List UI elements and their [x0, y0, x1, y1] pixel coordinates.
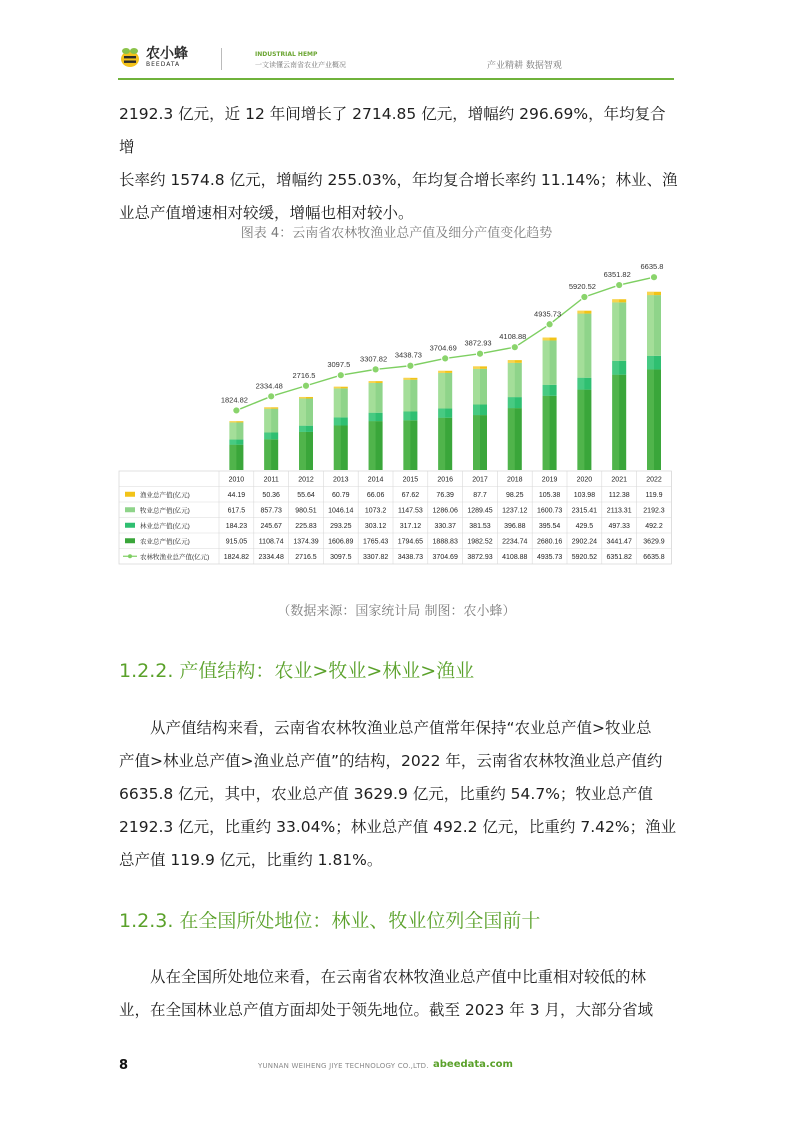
table-cell-value: 1237.12	[502, 507, 528, 515]
total-point	[650, 274, 657, 281]
bar-highlight	[473, 415, 480, 470]
paragraph-line: 总产值 119.9 亿元，比重约 1.81%。	[119, 851, 383, 869]
table-cell-value: 3629.9	[643, 538, 665, 546]
bar-highlight	[543, 338, 550, 341]
table-cell-value: 3704.69	[432, 553, 458, 561]
table-cell-value: 330.37	[434, 522, 456, 530]
bar-highlight	[612, 375, 619, 470]
table-cell-value: 3307.82	[362, 553, 389, 561]
bar-highlight	[543, 385, 550, 396]
x-tick-label: 2012	[298, 476, 314, 484]
table-cell-value: 2680.16	[536, 538, 563, 546]
table-cell-value: 103.98	[573, 491, 596, 499]
legend-label: 牧业总产值(亿元)	[140, 507, 190, 515]
bar-highlight	[369, 383, 376, 413]
paragraph-line: 产值>林业总产值>渔业总产值”的结构，2022 年，云南省农林牧渔业总产值约	[119, 752, 663, 770]
bar-highlight	[229, 445, 236, 470]
bar-highlight	[264, 409, 271, 433]
table-cell-value: 98.25	[506, 491, 524, 499]
total-data-label: 4935.73	[534, 309, 562, 319]
structure-paragraph	[119, 712, 679, 877]
bar-highlight	[508, 397, 515, 408]
total-data-label: 6351.82	[603, 270, 631, 280]
bar-highlight	[299, 432, 306, 470]
header-doc-en: INDUSTRIAL HEMP	[255, 51, 318, 58]
figure-source: （数据来源：国家统计局 制图：农小蜂）	[277, 604, 516, 619]
total-point	[268, 393, 275, 400]
total-point	[337, 372, 344, 379]
table-cell-value: 1286.06	[432, 507, 458, 515]
table-cell-value: 1073.2	[364, 507, 387, 515]
legend-swatch	[125, 507, 135, 512]
table-cell-value: 1600.73	[536, 507, 563, 515]
table-cell-value: 50.36	[262, 491, 280, 499]
footer-company: YUNNAN WEIHENG JIYE TECHNOLOGY CO.,LTD.	[258, 1062, 429, 1070]
x-tick-label: 2016	[437, 476, 453, 484]
footer-url[interactable]: abeedata.com	[433, 1059, 513, 1070]
legend-label: 农业总产值(亿元)	[140, 538, 190, 546]
table-cell-value: 497.33	[608, 522, 630, 530]
x-tick-label: 2011	[263, 476, 279, 484]
paragraph-line: 从产值结构来看，云南省农林牧渔业总产值常年保持“农业总产值>牧业总	[150, 719, 652, 737]
bar-highlight	[543, 340, 550, 384]
x-tick-label: 2013	[333, 476, 349, 484]
bar-highlight	[334, 425, 341, 470]
bar-highlight	[334, 417, 341, 425]
legend-swatch	[125, 538, 135, 543]
bar-highlight	[229, 422, 236, 439]
table-cell-value: 60.79	[332, 491, 350, 499]
total-data-label: 3307.82	[360, 354, 388, 364]
bar-highlight	[403, 420, 410, 470]
table-cell-value: 317.12	[399, 522, 422, 530]
table-cell-value: 2902.24	[571, 538, 598, 546]
legend-point-swatch	[128, 554, 132, 558]
bar-highlight	[473, 405, 480, 416]
table-cell-value: 4935.73	[536, 553, 563, 561]
bar-highlight	[438, 418, 445, 470]
table-cell-value: 1046.14	[328, 507, 354, 515]
total-data-label: 3438.73	[394, 350, 422, 360]
table-cell-value: 6635.8	[643, 553, 665, 561]
bar-highlight	[369, 421, 376, 470]
total-data-label: 6635.8	[640, 262, 664, 272]
table-cell-value: 2113.31	[606, 507, 632, 515]
bar-highlight	[508, 363, 515, 397]
table-cell-value: 67.62	[401, 491, 420, 499]
bar-highlight	[334, 387, 341, 389]
total-data-label: 5920.52	[568, 282, 596, 292]
bar-highlight	[438, 373, 445, 409]
total-point	[407, 362, 414, 369]
table-cell-value: 1794.65	[397, 538, 424, 546]
table-cell-value: 6351.82	[606, 553, 632, 561]
logo-subtext: BEEDATA	[146, 61, 181, 68]
logo-text: 农小蜂	[146, 46, 188, 62]
total-point	[302, 382, 309, 389]
bar-highlight	[438, 371, 445, 373]
bar-highlight	[264, 439, 271, 470]
table-cell-value: 2716.5	[295, 553, 317, 561]
table-cell-value: 3441.47	[606, 538, 632, 546]
table-cell-value: 492.2	[645, 522, 663, 530]
bar-highlight	[264, 432, 271, 439]
x-tick-label: 2021	[611, 476, 627, 484]
bar-highlight	[229, 421, 236, 422]
bar-highlight	[403, 412, 410, 421]
table-cell-value: 55.64	[297, 491, 315, 499]
bar-highlight	[543, 396, 550, 470]
table-cell-value: 87.7	[473, 491, 487, 499]
table-cell-value: 2315.41	[571, 507, 598, 515]
bar-highlight	[508, 408, 515, 470]
table-cell-value: 1147.53	[398, 507, 423, 515]
legend-label: 渔业总产值(亿元)	[140, 491, 190, 499]
table-cell-value: 980.51	[295, 507, 317, 515]
bar-highlight	[299, 426, 306, 432]
table-cell-value: 119.9	[645, 491, 663, 499]
table-cell-value: 2334.48	[258, 553, 284, 561]
x-tick-label: 2017	[472, 476, 488, 484]
x-tick-label: 2019	[541, 476, 558, 484]
paragraph-line: 业总产值增速相对较缓，增幅也相对较小。	[119, 204, 414, 222]
bar-highlight	[612, 302, 619, 361]
table-cell-value: 857.73	[260, 507, 282, 515]
table-cell-value: 915.05	[225, 538, 248, 546]
bar-highlight	[612, 361, 619, 375]
table-cell-value: 245.67	[260, 522, 282, 530]
total-point	[581, 293, 588, 300]
legend-label: 农林牧渔业总产值(亿元)	[140, 553, 210, 561]
table-cell-value: 76.39	[436, 491, 454, 499]
total-data-label: 1824.82	[220, 395, 248, 405]
table-cell-value: 184.23	[225, 522, 248, 530]
x-tick-label: 2015	[402, 476, 419, 484]
bar-highlight	[334, 388, 341, 417]
total-point	[476, 350, 483, 357]
table-cell-value: 1982.52	[467, 538, 493, 546]
bar-highlight	[229, 440, 236, 445]
bar-highlight	[473, 369, 480, 405]
header-slogan: 产业精耕 数据智观	[487, 61, 562, 71]
bar-highlight	[577, 390, 584, 470]
table-cell-value: 2234.74	[502, 538, 528, 546]
bar-highlight	[369, 381, 376, 383]
bar-highlight	[403, 380, 410, 412]
total-point	[442, 355, 449, 362]
total-data-label: 2334.48	[255, 381, 283, 391]
total-point	[546, 321, 553, 328]
table-cell-value: 66.06	[366, 491, 385, 499]
table-cell-value: 225.83	[295, 522, 317, 530]
bar-highlight	[612, 299, 619, 302]
total-point	[616, 281, 623, 288]
total-data-label: 3872.93	[464, 338, 492, 348]
paragraph-line: 2192.3 亿元，比重约 33.04%；林业总产值 492.2 亿元，比重约 7.42%；渔业	[119, 818, 677, 836]
section-heading-structure: 1.2.2. 产值结构：农业>牧业>林业>渔业	[119, 660, 475, 682]
bar-highlight	[577, 311, 584, 314]
table-cell-value: 1108.74	[258, 538, 284, 546]
total-data-label: 3704.69	[429, 343, 457, 353]
legend-label: 林业总产值(亿元)	[140, 522, 190, 530]
table-cell-value: 293.25	[330, 522, 352, 530]
legend-swatch	[125, 523, 135, 528]
total-data-label: 4108.88	[499, 332, 527, 342]
table-cell-value: 4108.88	[502, 553, 528, 561]
x-tick-label: 2020	[576, 476, 593, 484]
paragraph-line: 2192.3 亿元，近 12 年间增长了 2714.85 亿元，增幅约 296.69%，年均复合增	[119, 105, 666, 156]
bar-highlight	[403, 378, 410, 380]
bar-highlight	[647, 369, 654, 470]
bar-highlight	[647, 295, 654, 356]
table-cell-value: 3872.93	[467, 553, 493, 561]
total-point	[233, 407, 240, 414]
bar-highlight	[299, 399, 306, 426]
bar-highlight	[299, 397, 306, 399]
bar-highlight	[264, 407, 271, 408]
bar-highlight	[577, 378, 584, 390]
figure-title: 图表 4：云南省农林牧渔业总产值及细分产值变化趋势	[240, 226, 553, 241]
bar-highlight	[577, 314, 584, 378]
paragraph-line: 业，在全国林业总产值方面却处于领先地位。截至 2023 年 3 月，大部分省域	[119, 1001, 654, 1019]
paragraph-line: 6635.8 亿元，其中，农业总产值 3629.9 亿元，比重约 54.7%；牧业总产值	[119, 785, 653, 803]
bar-highlight	[473, 366, 480, 368]
table-cell-value: 1888.83	[432, 538, 458, 546]
table-cell-value: 105.38	[538, 491, 561, 499]
x-tick-label: 2022	[646, 476, 662, 484]
total-point	[511, 344, 518, 351]
table-cell-value: 1765.43	[362, 538, 389, 546]
x-tick-label: 2014	[367, 476, 384, 484]
table-cell-value: 44.19	[227, 491, 246, 499]
bar-highlight	[647, 356, 654, 370]
table-cell-value: 112.38	[608, 491, 630, 499]
total-data-label: 3097.5	[327, 360, 351, 370]
national-rank-paragraph	[119, 961, 679, 1027]
section-heading-national-rank: 1.2.3. 在全国所处地位：林业、牧业位列全国前十	[119, 910, 541, 932]
paragraph-line: 从在全国所处地位来看，在云南省农林牧渔业总产值中比重相对较低的林	[150, 968, 647, 986]
total-data-label: 2716.5	[292, 370, 316, 380]
table-cell-value: 617.5	[227, 507, 246, 515]
table-cell-value: 303.12	[364, 522, 387, 530]
legend-swatch	[125, 492, 135, 497]
table-cell-value: 3438.73	[397, 553, 424, 561]
page-number: 8	[119, 1058, 129, 1073]
header-doc-title: 一文读懂云南省农业产业概况	[255, 61, 346, 69]
table-cell-value: 395.54	[538, 522, 561, 530]
bar-highlight	[647, 292, 654, 295]
bar-highlight	[438, 409, 445, 418]
table-cell-value: 3097.5	[330, 553, 352, 561]
table-cell-value: 2192.3	[643, 507, 665, 515]
bar-highlight	[508, 360, 515, 363]
table-cell-value: 5920.52	[571, 553, 598, 561]
total-point	[372, 366, 379, 373]
table-cell-value: 1824.82	[223, 553, 250, 561]
paragraph-line: 长率约 1574.8 亿元，增幅约 255.03%，年均复合增长率约 11.14%；林业、渔	[119, 171, 678, 189]
x-tick-label: 2018	[507, 476, 523, 484]
x-tick-label: 2010	[228, 476, 245, 484]
table-cell-value: 429.5	[575, 522, 594, 530]
bar-highlight	[369, 413, 376, 421]
table-cell-value: 1374.39	[293, 538, 319, 546]
table-cell-value: 1289.45	[467, 507, 493, 515]
table-cell-value: 396.88	[504, 522, 526, 530]
table-cell-value: 1606.89	[328, 538, 354, 546]
table-cell-value: 381.53	[469, 522, 491, 530]
